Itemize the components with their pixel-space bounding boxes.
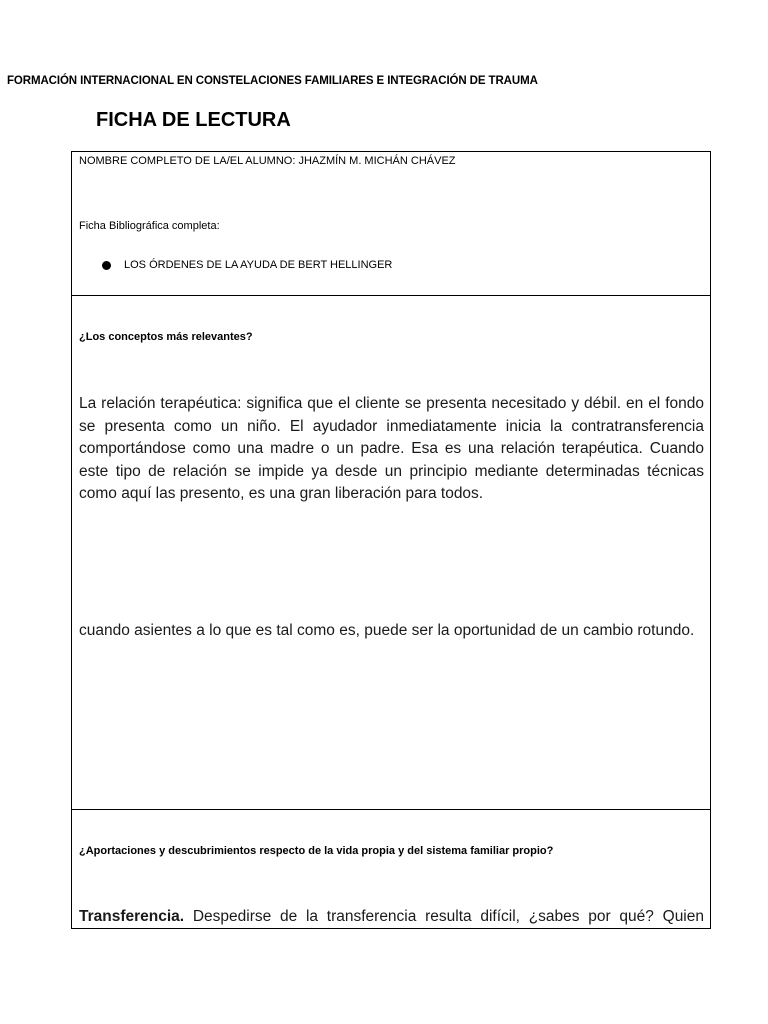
student-info-cell [72, 152, 710, 296]
contributions-paragraph-text: Despedirse de la transferencia resulta difícil, ¿sabes por qué? Quien [192, 908, 704, 925]
contributions-paragraph [79, 906, 704, 929]
bibliography-item-text: LOS ÓRDENES DE LA AYUDA DE BERT HELLINGER [124, 259, 393, 271]
concepts-paragraph-1: La relación terapéutica: significa que el cliente se presenta necesitado y débil. en el fondo se presenta como un niño. El ayudador inmediatamente inicia la contratransferencia comportándose como una madre o un padre. Esa es una relación terapéutica. Cuando este tipo de relación se impide ya desde un principio mediante determinadas técnicas como aquí las presento, es una gran liberación para todos. [79, 395, 704, 502]
concepts-cell [72, 296, 710, 810]
document-title: FICHA DE LECTURA [96, 109, 291, 131]
contributions-question: ¿Aportaciones y descubrimientos respecto de la vida propia y del sistema familiar propio? [79, 845, 554, 857]
bullet-icon [102, 261, 111, 270]
reading-form-table [71, 151, 711, 929]
contributions-lead-term: Transferencia. [79, 908, 185, 925]
bibliography-list-item [102, 259, 392, 271]
student-name-line: NOMBRE COMPLETO DE LA/EL ALUMNO: JHAZMÍN M. MICHÁN CHÁVEZ [79, 155, 456, 167]
concepts-question: ¿Los conceptos más relevantes? [79, 331, 253, 343]
contributions-cell [72, 810, 710, 929]
concepts-paragraph-2: cuando asientes a lo que es tal como es, puede ser la oportunidad de un cambio rotundo. [79, 622, 695, 639]
organization-header: FORMACIÓN INTERNACIONAL EN CONSTELACIONES FAMILIARES E INTEGRACIÓN DE TRAUMA [7, 75, 538, 87]
bibliography-label: Ficha Bibliográfica completa: [79, 220, 220, 232]
